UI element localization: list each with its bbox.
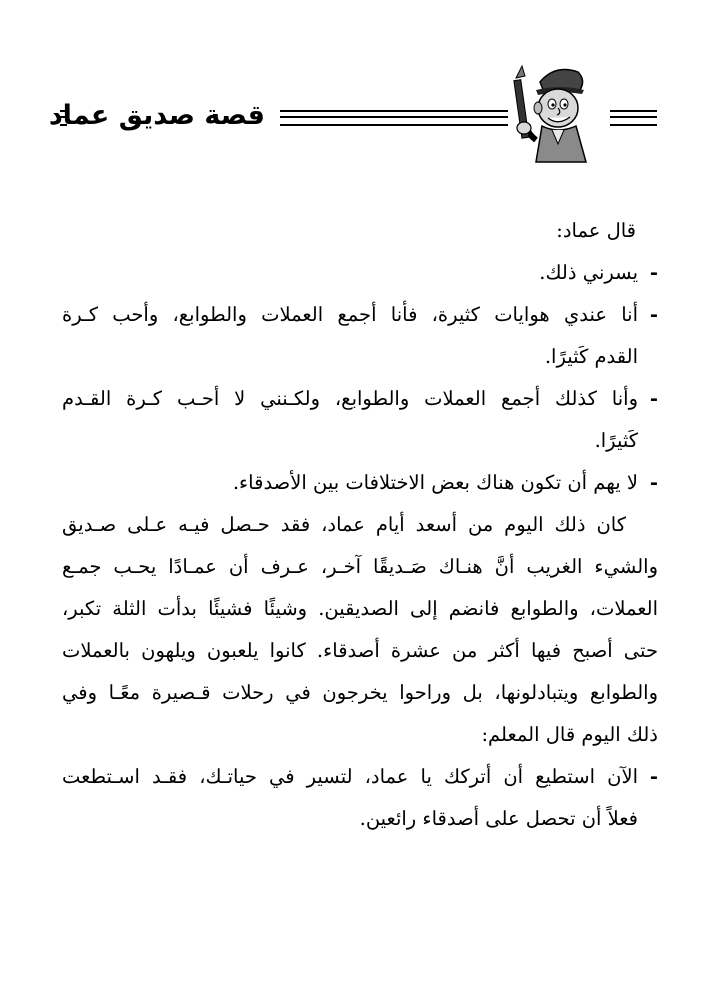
intro-line: قال عماد:	[556, 219, 636, 242]
paragraph-line: ذلك اليوم قال المعلم:	[481, 723, 658, 746]
paragraph-line: والطوابع ويتبادلونها، بل وراحوا يخرجون في رحلات قـصيرة معًـا وفي	[62, 681, 658, 704]
bullet-dash: -	[649, 387, 658, 410]
dialogue-line: فعلاً أن تحصل على أصدقاء رائعين.	[359, 807, 638, 830]
dialogue-line: وأنا كذلك أجمع العملات والطوابع، ولكـنني لا أحـب كـرة القـدم	[62, 387, 638, 410]
bullet-dash: -	[649, 471, 658, 494]
narrative-paragraph	[62, 504, 658, 756]
dialogue-line: أنا عندي هوايات كثيرة، فأنا أجمع العملات والطوابع، وأحب كـرة	[62, 303, 638, 326]
dialogue-line: القدم كَثيرًا.	[544, 345, 638, 368]
title-rule-right	[610, 110, 657, 126]
story-text	[62, 210, 658, 840]
bullet-dash: -	[649, 303, 658, 326]
paragraph-line: العملات، والطوابع فانضم إلى الصديقين. وشيئًا فشيئًا بدأت الثلة تكبر،	[62, 597, 658, 620]
boy-with-pen-mascot-icon	[500, 60, 600, 165]
dialogue-line: كَثيرًا.	[594, 429, 638, 452]
dialogue-line: لا يهم أن تكون هناك بعض الاختلافات بين الأصدقاء.	[232, 471, 638, 494]
paragraph-line: حتى أصبح فيها أكثر من عشرة أصدقاء. كانوا يلعبون ويلهون بالعملات	[62, 639, 658, 662]
bullet-dash: -	[649, 261, 658, 284]
dialogue-line: يسرني ذلك.	[539, 261, 638, 284]
paragraph-line: كان ذلك اليوم من أسعد أيام عماد، فقد حـصل فيـه عـلى صـديق	[62, 513, 626, 536]
paragraph-line: والشيء الغريب أنَّ هنـاك صَـديقًا آخـر، عـرف أن عمـادًا يحـب جمـع	[62, 555, 658, 578]
title-rule-middle	[280, 110, 508, 126]
dialogue-item-3	[62, 378, 658, 462]
page-header	[0, 0, 720, 170]
dialogue-item-1	[62, 252, 658, 294]
dialogue-item-5	[62, 756, 658, 840]
page-title: قصة صديق عماد	[48, 100, 265, 131]
dialogue-item-4	[62, 462, 658, 504]
dialogue-line: الآن استطيع أن أتركك يا عماد، لتسير في حياتـك، فقـد اسـتطعت	[62, 765, 638, 788]
dialogue-item-2	[62, 294, 658, 378]
bullet-dash: -	[649, 765, 658, 788]
